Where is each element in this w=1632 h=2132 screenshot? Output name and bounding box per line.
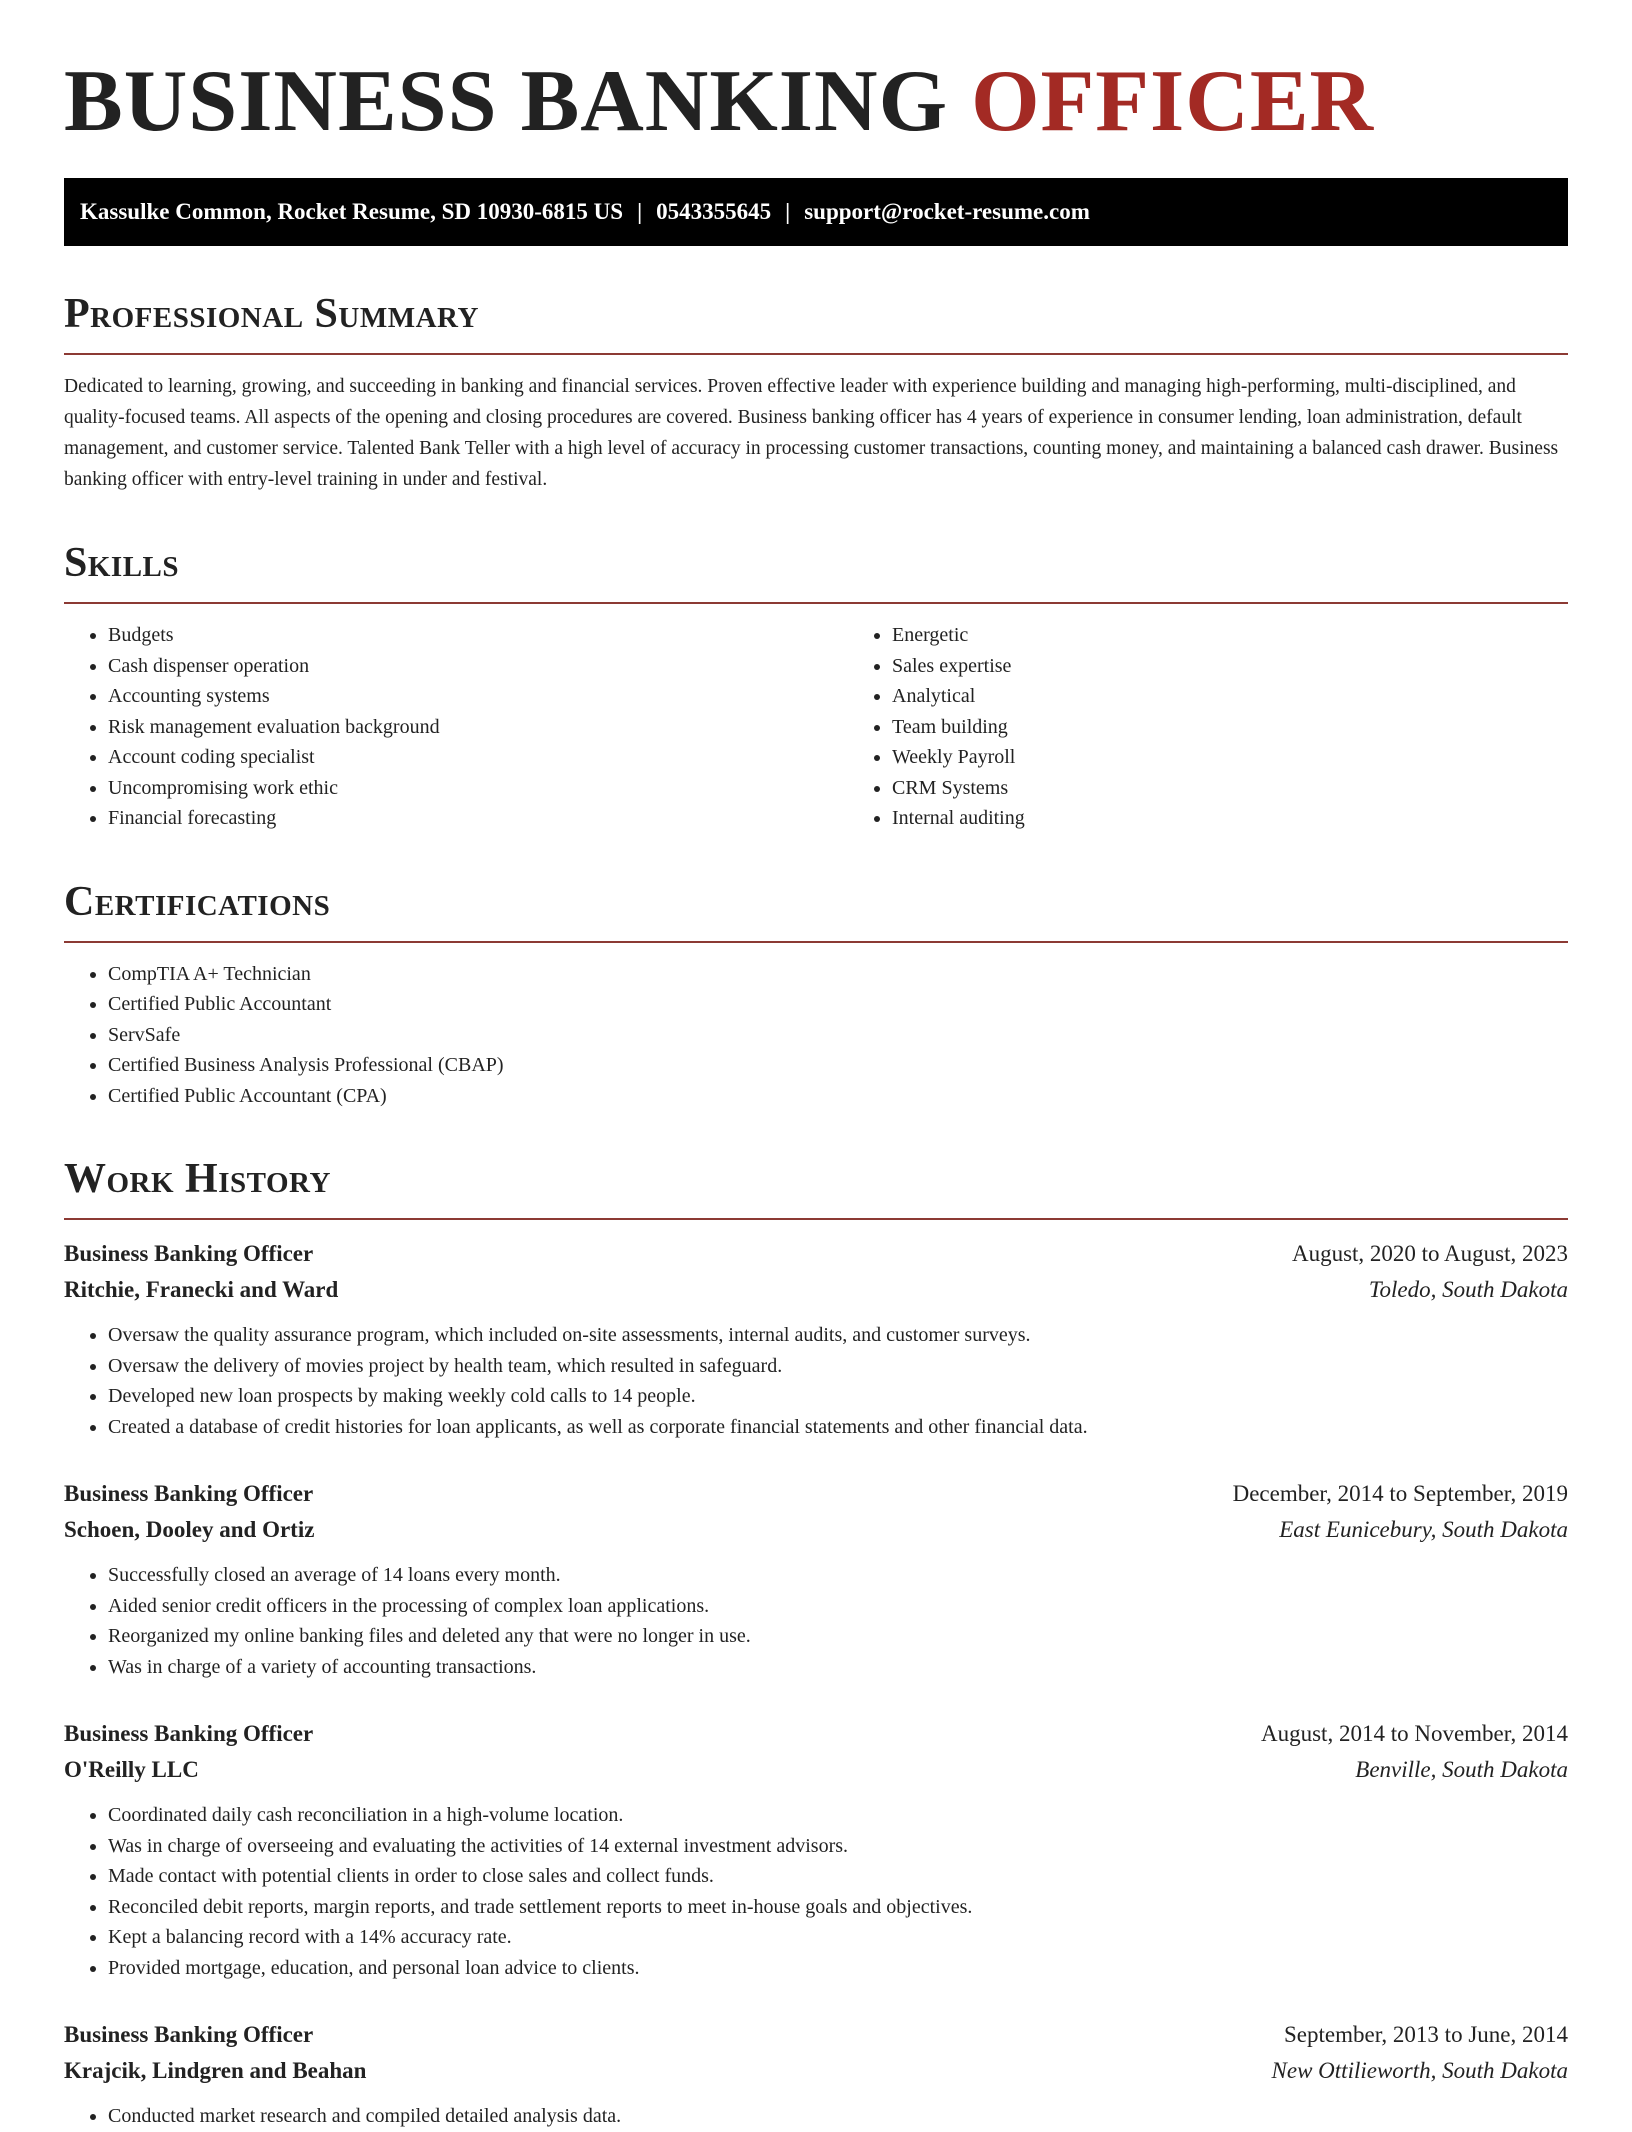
skill-item: • Financial forecasting <box>108 803 848 834</box>
summary-section <box>64 290 1568 495</box>
work-history-heading: Work History <box>64 1156 331 1202</box>
job-location: Toledo, South Dakota <box>1368 1277 1568 1302</box>
job-title: Business Banking Officer <box>64 1721 314 1746</box>
job-title: Business Banking Officer <box>64 1481 314 1506</box>
section-divider <box>64 602 1568 604</box>
job-duty-item: • Oversaw the quality assurance program, which included on-site assessments, internal audits, and customer surveys. <box>108 1320 1568 1351</box>
job-duty-item: • Developed new loan prospects by making weekly cold calls to 14 people. <box>108 1381 1568 1412</box>
title-main: BUSINESS BANKING <box>64 53 949 150</box>
certification-item: • Certified Business Analysis Professional (CBAP) <box>108 1050 1568 1081</box>
summary-heading: Professional Summary <box>64 291 479 337</box>
section-divider <box>64 1218 1568 1220</box>
skill-item: • Account coding specialist <box>108 742 848 773</box>
job-company-row <box>64 2053 1568 2089</box>
job-entry <box>64 1716 1568 1983</box>
job-company-row <box>64 1272 1568 1308</box>
job-company-row <box>64 1512 1568 1548</box>
job-duties-list <box>64 2101 1568 2132</box>
job-duty-item: • Created a database of credit histories for loan applicants, as well as corporate financial statements and other financial data. <box>108 1412 1568 1443</box>
job-title: Business Banking Officer <box>64 2022 314 2047</box>
job-duties-list <box>64 1320 1568 1442</box>
section-divider <box>64 353 1568 355</box>
skill-item: • Team building <box>892 712 1632 743</box>
job-header-row <box>64 1236 1568 1272</box>
contact-separator: | <box>785 199 791 224</box>
certification-item: • CompTIA A+ Technician <box>108 959 1568 990</box>
skill-item: • Weekly Payroll <box>892 742 1632 773</box>
section-divider <box>64 941 1568 943</box>
skills-list-left <box>64 620 848 834</box>
skill-item: • Accounting systems <box>108 681 848 712</box>
job-location: New Ottilieworth, South Dakota <box>1271 2058 1568 2083</box>
work-history-section <box>64 1155 1568 2132</box>
certifications-heading: Certifications <box>64 878 331 925</box>
skills-section <box>64 539 1568 834</box>
job-duty-item: • Coordinated daily cash reconciliation in a high-volume location. <box>108 1800 1568 1831</box>
job-dates: August, 2020 to August, 2023 <box>1291 1241 1568 1266</box>
job-entry <box>64 1236 1568 1442</box>
job-company: Krajcik, Lindgren and Beahan <box>64 2058 367 2083</box>
job-duty-item: • Reconciled debit reports, margin reports, and trade settlement reports to meet in-house goals and objectives. <box>108 1892 1568 1923</box>
certification-item: • ServSafe <box>108 1020 1568 1051</box>
certification-item: • Certified Public Accountant <box>108 989 1568 1020</box>
certifications-section <box>64 878 1568 1112</box>
job-duty-item: • Reorganized my online banking files and deleted any that were no longer in use. <box>108 1621 1568 1652</box>
certification-item: • Certified Public Accountant (CPA) <box>108 1081 1568 1112</box>
skill-item: • Internal auditing <box>892 803 1632 834</box>
job-duty-item: • Conducted market research and compiled detailed analysis data. <box>108 2101 1568 2132</box>
job-company: Schoen, Dooley and Ortiz <box>64 1517 315 1542</box>
job-location: East Eunicebury, South Dakota <box>1279 1517 1568 1542</box>
job-entry <box>64 1476 1568 1682</box>
job-duty-item: • Was in charge of a variety of accounting transactions. <box>108 1652 1568 1683</box>
skill-item: • Uncompromising work ethic <box>108 773 848 804</box>
skills-list-right <box>848 620 1632 834</box>
summary-text: Dedicated to learning, growing, and succeeding in banking and financial services. Proven effective leader with experience building and managing high-performing, multi-disciplined, and quality-focused teams. All aspects of the opening and closing procedures are covered. Business banking officer has 4 years of experience in consumer lending, loan administration, default management, and customer service. Talented Bank Teller with a high level of accuracy in processing customer transactions, counting money, and maintaining a balanced cash drawer. Business banking officer with entry-level training in under and festival. <box>64 376 1559 490</box>
job-duty-item: • Oversaw the delivery of movies project by health team, which resulted in safeguard. <box>108 1351 1568 1382</box>
job-duties-list <box>64 1800 1568 1983</box>
job-duty-item: • Was in charge of overseeing and evaluating the activities of 14 external investment advisors. <box>108 1831 1568 1862</box>
contact-email[interactable]: support@rocket-resume.com <box>804 199 1090 224</box>
skill-item: • Sales expertise <box>892 651 1632 682</box>
job-title: Business Banking Officer <box>64 1241 314 1266</box>
job-duty-item: • Provided mortgage, education, and personal loan advice to clients. <box>108 1953 1568 1984</box>
job-header-row <box>64 1476 1568 1512</box>
skills-columns <box>64 620 1568 834</box>
contact-phone[interactable]: 0543355645 <box>656 199 772 224</box>
contact-separator: | <box>637 199 643 224</box>
job-dates: August, 2014 to November, 2014 <box>1261 1721 1568 1746</box>
job-entry <box>64 2017 1568 2132</box>
job-company: Ritchie, Franecki and Ward <box>64 1277 339 1302</box>
job-duty-item: • Kept a balancing record with a 14% accuracy rate. <box>108 1922 1568 1953</box>
job-company-row <box>64 1752 1568 1788</box>
skill-item: • Energetic <box>892 620 1632 651</box>
skill-item: • CRM Systems <box>892 773 1632 804</box>
skill-item: • Risk management evaluation background <box>108 712 848 743</box>
job-dates: December, 2014 to September, 2019 <box>1232 1481 1568 1506</box>
skill-item: • Budgets <box>108 620 848 651</box>
job-duty-item: • Made contact with potential clients in order to close sales and collect funds. <box>108 1861 1568 1892</box>
job-header-row <box>64 1716 1568 1752</box>
job-location: Benville, South Dakota <box>1355 1757 1568 1782</box>
skills-heading: Skills <box>64 540 180 586</box>
contact-bar <box>64 178 1568 246</box>
certifications-list <box>64 959 1568 1112</box>
contact-address: Kassulke Common, Rocket Resume, SD 10930-6815 US <box>80 199 624 224</box>
job-header-row <box>64 2017 1568 2053</box>
skill-item: • Analytical <box>892 681 1632 712</box>
job-duties-list <box>64 1560 1568 1682</box>
skill-item: • Cash dispenser operation <box>108 651 848 682</box>
title-accent: OFFICER <box>971 53 1375 150</box>
job-duty-item: • Successfully closed an average of 14 loans every month. <box>108 1560 1568 1591</box>
job-dates: September, 2013 to June, 2014 <box>1284 2022 1568 2047</box>
job-company: O'Reilly LLC <box>64 1757 199 1782</box>
job-duty-item: • Aided senior credit officers in the processing of complex loan applications. <box>108 1591 1568 1622</box>
page-title <box>64 53 1568 150</box>
